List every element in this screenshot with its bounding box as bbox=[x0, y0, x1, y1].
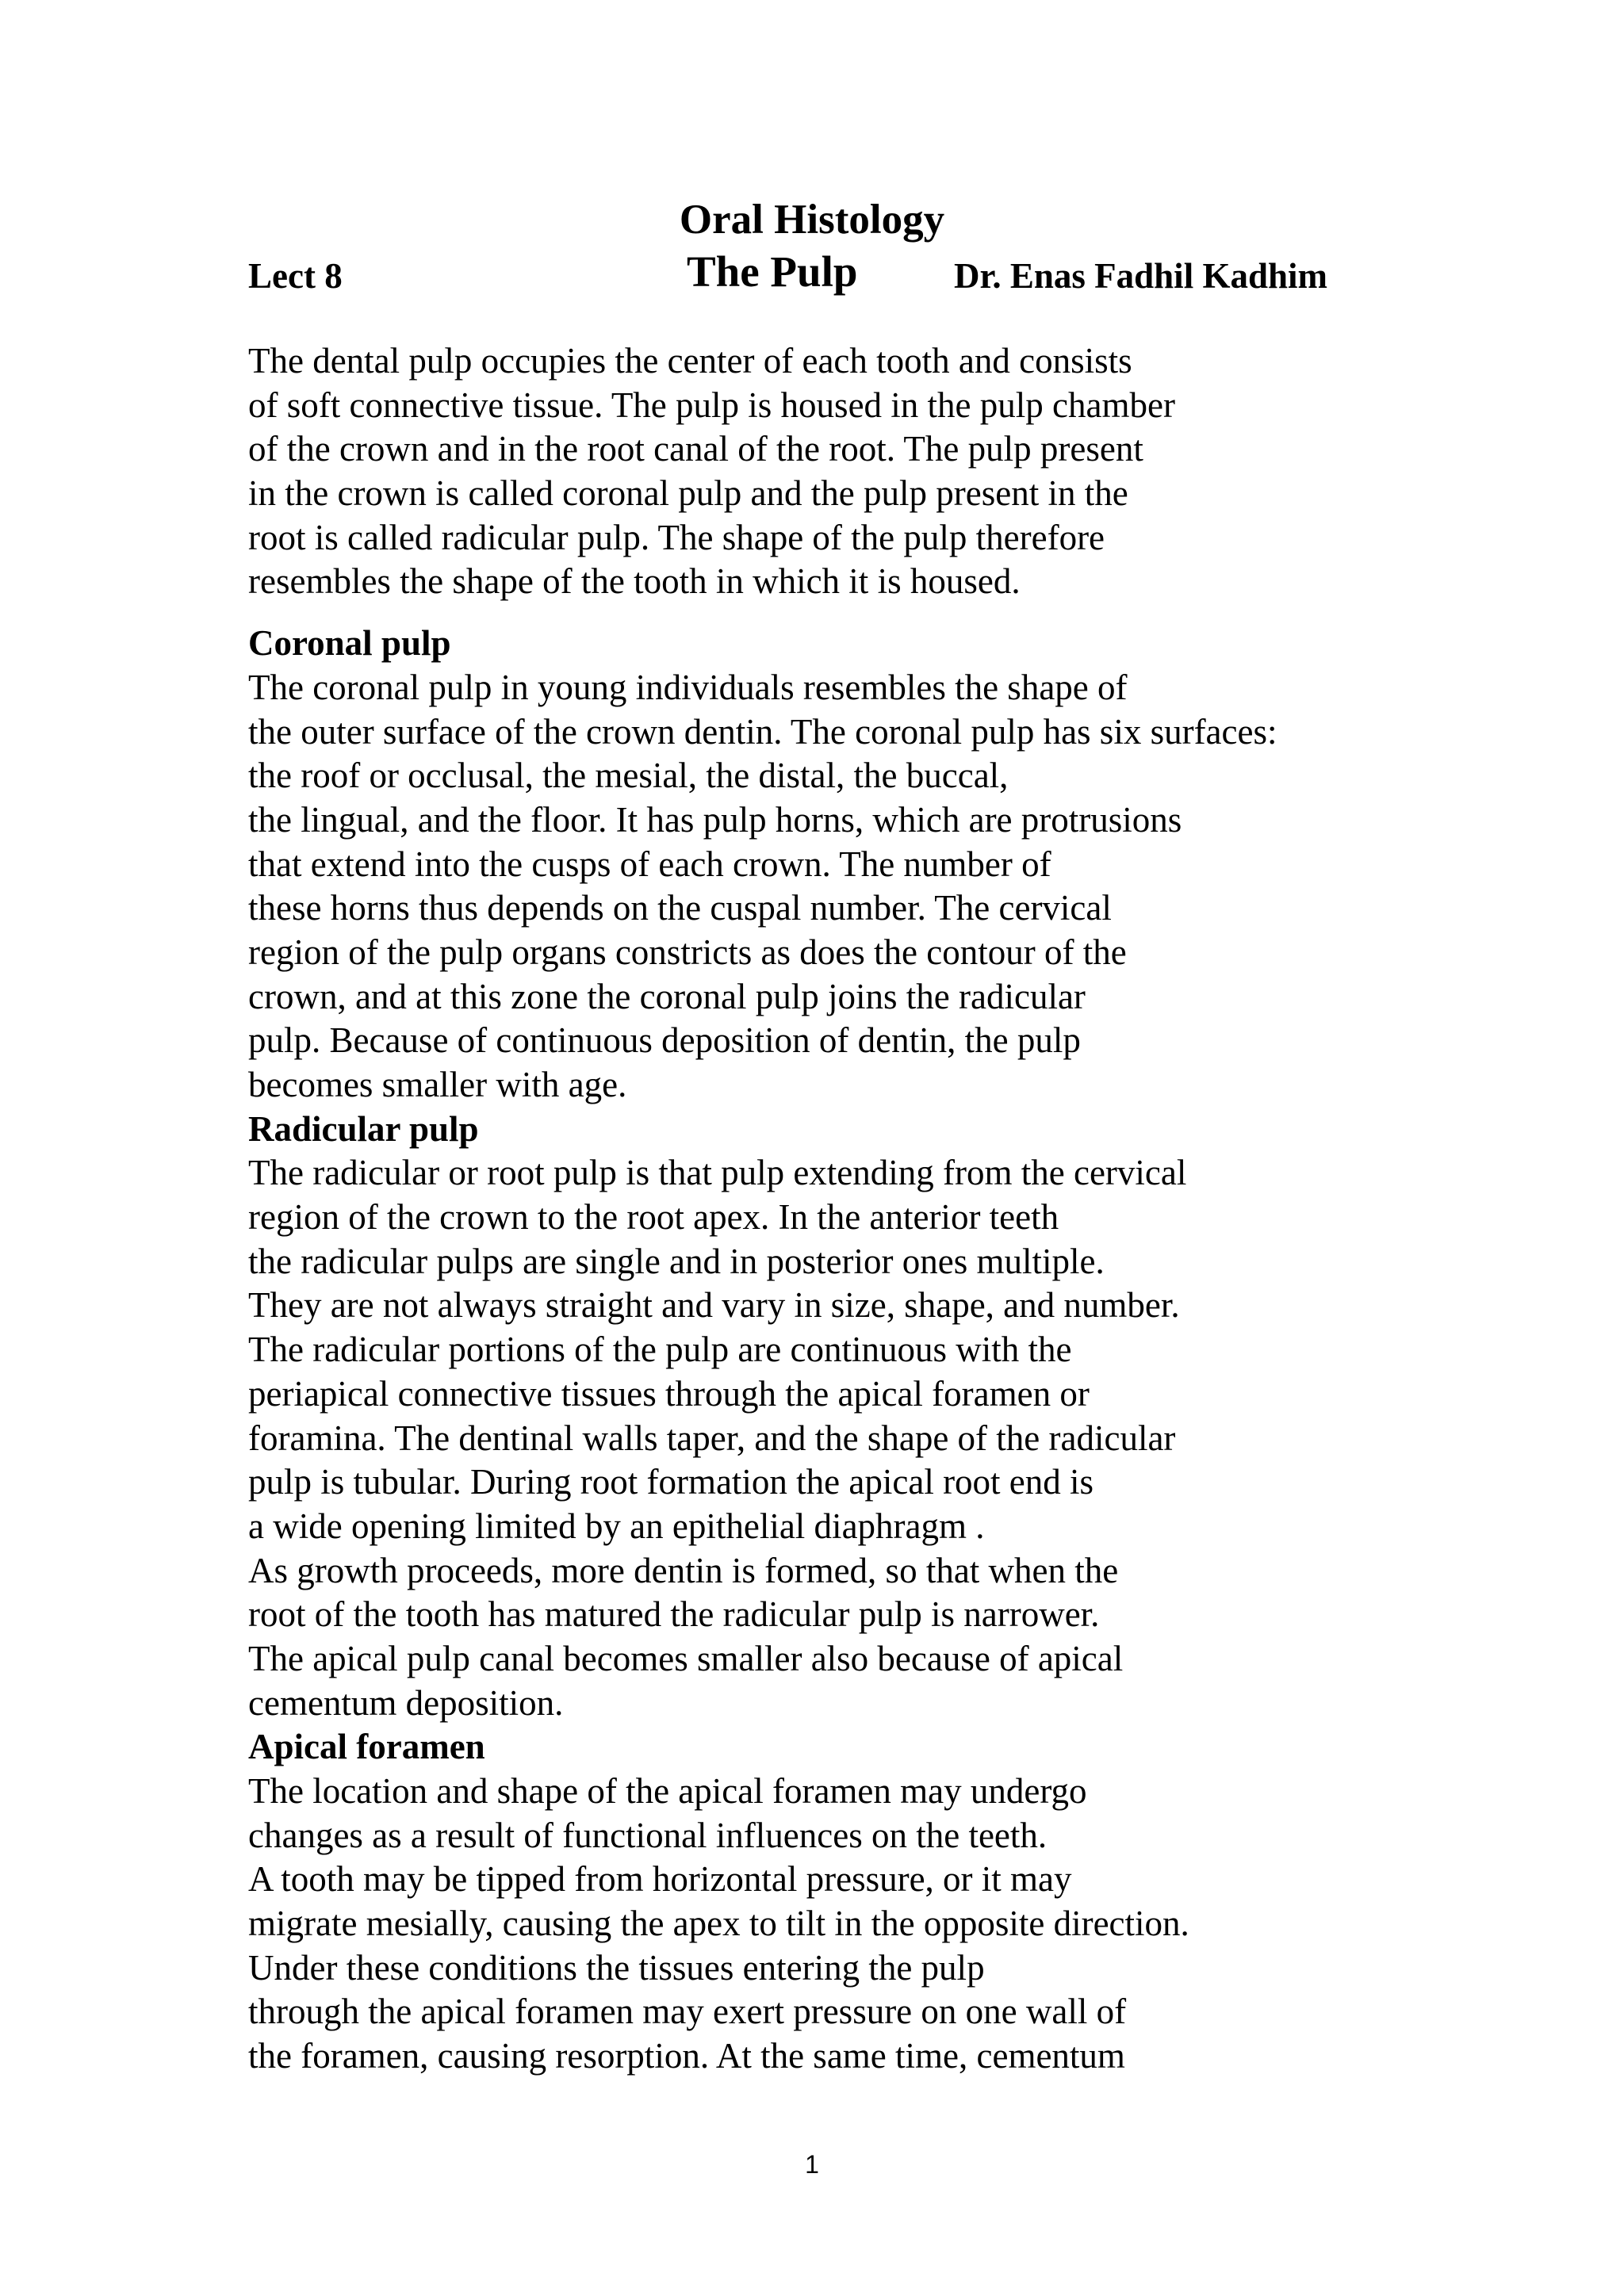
text-line: the foramen, causing resorption. At the same time, cementum bbox=[248, 2036, 1125, 2076]
text-line: periapical connective tissues through the apical foramen or bbox=[248, 1373, 1090, 1414]
text-line: of the crown and in the root canal of the root. The pulp present bbox=[248, 429, 1143, 469]
text-line: They are not always straight and vary in size, shape, and number. bbox=[248, 1285, 1180, 1326]
text-line: through the apical foramen may exert pressure on one wall of bbox=[248, 1992, 1127, 2032]
text-line: As growth proceeds, more dentin is formed, so that when the bbox=[248, 1550, 1119, 1590]
lecture-number: Lect 8 bbox=[248, 256, 343, 296]
lecture-title: The Pulp bbox=[687, 247, 858, 296]
text-line: the radicular pulps are single and in posterior ones multiple. bbox=[248, 1241, 1105, 1281]
text-line: pulp is tubular. During root formation the apical root end is bbox=[248, 1462, 1094, 1502]
section-heading-coronal-pulp: Coronal pulp bbox=[248, 623, 451, 664]
text-line: The dental pulp occupies the center of each tooth and consists bbox=[248, 341, 1132, 381]
text-line: Under these conditions the tissues entering the pulp bbox=[248, 1947, 985, 1988]
coronal-pulp-section bbox=[248, 622, 1390, 1108]
text-line: The radicular or root pulp is that pulp extending from the cervical bbox=[248, 1153, 1187, 1193]
text-line: pulp. Because of continuous deposition of dentin, the pulp bbox=[248, 1020, 1081, 1061]
course-title: Oral Histology bbox=[679, 197, 945, 243]
section-heading-radicular-pulp: Radicular pulp bbox=[248, 1108, 479, 1149]
section-heading-apical-foramen: Apical foramen bbox=[248, 1727, 485, 1767]
paragraph-gap bbox=[248, 604, 1390, 622]
text-line: that extend into the cusps of each crown. The number of bbox=[248, 844, 1051, 884]
text-line: the roof or occlusal, the mesial, the distal, the buccal, bbox=[248, 756, 1009, 796]
text-line: The location and shape of the apical foramen may undergo bbox=[248, 1771, 1087, 1811]
radicular-pulp-section bbox=[248, 1108, 1390, 1726]
intro-paragraph bbox=[248, 339, 1390, 604]
apical-foramen-section bbox=[248, 1725, 1390, 2079]
text-line: The coronal pulp in young individuals resembles the shape of bbox=[248, 667, 1128, 707]
text-line: cementum deposition. bbox=[248, 1682, 564, 1723]
body-text bbox=[248, 339, 1390, 2079]
text-line: A tooth may be tipped from horizontal pressure, or it may bbox=[248, 1859, 1072, 1900]
text-line: these horns thus depends on the cuspal number. The cervical bbox=[248, 888, 1112, 928]
page-number: 1 bbox=[805, 2150, 819, 2179]
text-line: foramina. The dentinal walls taper, and the shape of the radicular bbox=[248, 1418, 1176, 1458]
text-line: The apical pulp canal becomes smaller also because of apical bbox=[248, 1638, 1124, 1678]
text-line: becomes smaller with age. bbox=[248, 1065, 627, 1104]
text-line: migrate mesially, causing the apex to tilt in the opposite direction. bbox=[248, 1904, 1189, 1944]
text-line: root is called radicular pulp. The shape of the pulp therefore bbox=[248, 517, 1105, 557]
text-line: region of the crown to the root apex. In the anterior teeth bbox=[248, 1197, 1059, 1238]
text-line: changes as a result of functional influences on the teeth. bbox=[248, 1815, 1048, 1855]
text-line: in the crown is called coronal pulp and the pulp present in the bbox=[248, 473, 1128, 514]
text-line: the outer surface of the crown dentin. The coronal pulp has six surfaces: bbox=[248, 711, 1277, 752]
text-line: resembles the shape of the tooth in which it is housed. bbox=[248, 561, 1021, 602]
text-line: of soft connective tissue. The pulp is housed in the pulp chamber bbox=[248, 385, 1175, 425]
text-line: crown, and at this zone the coronal pulp joins the radicular bbox=[248, 976, 1086, 1016]
text-line: the lingual, and the floor. It has pulp horns, which are protrusions bbox=[248, 799, 1182, 840]
text-line: root of the tooth has matured the radicular pulp is narrower. bbox=[248, 1594, 1100, 1635]
text-line: a wide opening limited by an epithelial diaphragm . bbox=[248, 1506, 985, 1546]
author-name: Dr. Enas Fadhil Kadhim bbox=[954, 256, 1327, 296]
text-line: region of the pulp organs constricts as does the contour of the bbox=[248, 932, 1127, 972]
text-line: The radicular portions of the pulp are continuous with the bbox=[248, 1330, 1072, 1370]
